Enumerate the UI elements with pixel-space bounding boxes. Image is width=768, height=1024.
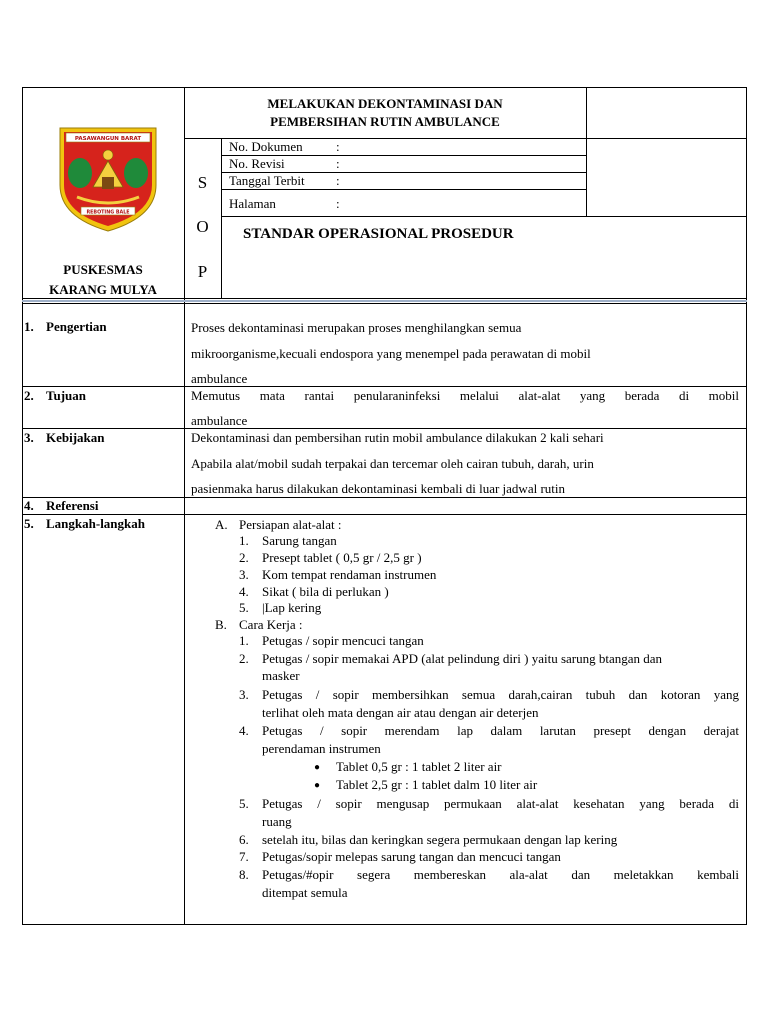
prep-item-4: Sikat ( bila di perlukan ) (262, 584, 389, 599)
sop-letter-o: O (196, 217, 209, 236)
prep-item-2: Presept tablet ( 0,5 gr / 2,5 gr ) (262, 550, 422, 565)
sop-letter-p: P (197, 262, 208, 281)
work-step-3-line-1: Petugas / sopir membersihkan semua darah,cairan tubuh dan kotoran yang (262, 687, 739, 702)
section-3-number: 3. (24, 430, 34, 445)
work-step-4-line-2: perendaman instrumen (262, 741, 381, 756)
prep-item-1-num: 1. (239, 533, 249, 548)
field-no-revisi-sep: : (336, 156, 340, 171)
step-b-letter: B. (215, 617, 227, 632)
work-step-8-num: 8. (239, 867, 249, 882)
work-step-2-line-2: masker (262, 668, 300, 683)
field-no-dokumen-label: No. Dokumen (229, 139, 303, 154)
tujuan-line-1: Memutus mata rantai penularaninfeksi melalui alat-alat yang berada di mobil (191, 388, 739, 403)
section-2-number: 2. (24, 388, 34, 403)
work-step-1-num: 1. (239, 633, 249, 648)
puskesmas-logo (57, 125, 159, 233)
field-halaman-sep: : (336, 196, 340, 211)
field-halaman-label: Halaman (229, 196, 276, 211)
tujuan-line-2: ambulance (191, 413, 248, 428)
work-step-4-line-1: Petugas / sopir merendam lap dalam larutan presept dengan derajat (262, 723, 739, 738)
section-4-label: Referensi (46, 498, 99, 513)
work-step-7: Petugas/sopir melepas sarung tangan dan mencuci tangan (262, 849, 561, 864)
work-step-3-num: 3. (239, 687, 249, 702)
pengertian-line-2: mikroorganisme,kecuali endospora yang menempel pada perawatan di mobil (191, 346, 591, 361)
sop-subtitle: STANDAR OPERASIONAL PROSEDUR (243, 226, 514, 242)
work-step-8-line-2: ditempat semula (262, 885, 348, 900)
work-step-8-line-1: Petugas/#opir segera membereskan ala-alat dan meletakkan kembali (262, 867, 739, 882)
bullet-item-1: Tablet 0,5 gr : 1 tablet 2 liter air (336, 759, 502, 774)
work-step-3-line-2: terlihat oleh mata dengan air atau dengan air deterjen (262, 705, 539, 720)
work-step-6: setelah itu, bilas dan keringkan segera permukaan dengan lap kering (262, 832, 618, 847)
section-1-number: 1. (24, 319, 34, 334)
bullet-dot-1: ● (314, 762, 321, 773)
prep-item-2-num: 2. (239, 550, 249, 565)
doc-title-line2: PEMBERSIHAN RUTIN AMBULANCE (270, 114, 500, 129)
work-step-5-line-1: Petugas / sopir mengusap permukaan alat-alat kesehatan yang berada di (262, 796, 739, 811)
field-no-revisi-label: No. Revisi (229, 156, 285, 171)
org-name-line1: PUSKESMAS (63, 262, 143, 277)
prep-item-5-num: 5. (239, 600, 249, 615)
section-3-label: Kebijakan (46, 430, 105, 445)
work-step-5-num: 5. (239, 796, 249, 811)
work-step-1: Petugas / sopir mencuci tangan (262, 633, 424, 648)
section-5-label: Langkah-langkah (46, 516, 145, 531)
svg-text:REBOTING BALE: REBOTING BALE (86, 210, 130, 216)
prep-item-1: Sarung tangan (262, 533, 337, 548)
bullet-dot-2: ● (314, 780, 321, 791)
field-tanggal-terbit-label: Tanggal Terbit (229, 173, 305, 188)
section-5-number: 5. (24, 516, 34, 531)
sop-letter-s: S (197, 173, 208, 192)
svg-text:PASAWANGUN BARAT: PASAWANGUN BARAT (74, 136, 142, 142)
work-step-5-line-2: ruang (262, 814, 292, 829)
step-a-title: Persiapan alat-alat : (239, 517, 342, 532)
field-no-dokumen-sep: : (336, 139, 340, 154)
work-step-7-num: 7. (239, 849, 249, 864)
pengertian-line-3: ambulance (191, 371, 248, 386)
pengertian-line-1: Proses dekontaminasi merupakan proses menghilangkan semua (191, 320, 522, 335)
kebijakan-line-2: Apabila alat/mobil sudah terpakai dan tercemar oleh cairan tubuh, darah, urin (191, 456, 594, 471)
prep-item-4-num: 4. (239, 584, 249, 599)
section-1-label: Pengertian (46, 319, 107, 334)
work-step-2-num: 2. (239, 651, 249, 666)
kebijakan-line-3: pasienmaka harus dilakukan dekontaminasi kembali di luar jadwal rutin (191, 481, 566, 496)
kebijakan-line-1: Dekontaminasi dan pembersihan rutin mobil ambulance dilakukan 2 kali sehari (191, 430, 604, 445)
section-2-label: Tujuan (46, 388, 86, 403)
section-4-number: 4. (24, 498, 34, 513)
prep-item-3: Kom tempat rendaman instrumen (262, 567, 437, 582)
work-step-4-num: 4. (239, 723, 249, 738)
prep-item-5: |Lap kering (262, 600, 322, 615)
work-step-6-num: 6. (239, 832, 249, 847)
org-name-line2: KARANG MULYA (49, 282, 157, 297)
work-step-2-line-1: Petugas / sopir memakai APD (alat pelindung diri ) yaitu sarung btangan dan (262, 651, 663, 666)
bullet-item-2: Tablet 2,5 gr : 1 tablet dalm 10 liter air (336, 777, 538, 792)
doc-title-line1: MELAKUKAN DEKONTAMINASI DAN (267, 96, 503, 111)
step-b-title: Cara Kerja : (239, 617, 303, 632)
prep-item-3-num: 3. (239, 567, 249, 582)
step-a-letter: A. (215, 517, 228, 532)
field-tanggal-terbit-sep: : (336, 173, 340, 188)
